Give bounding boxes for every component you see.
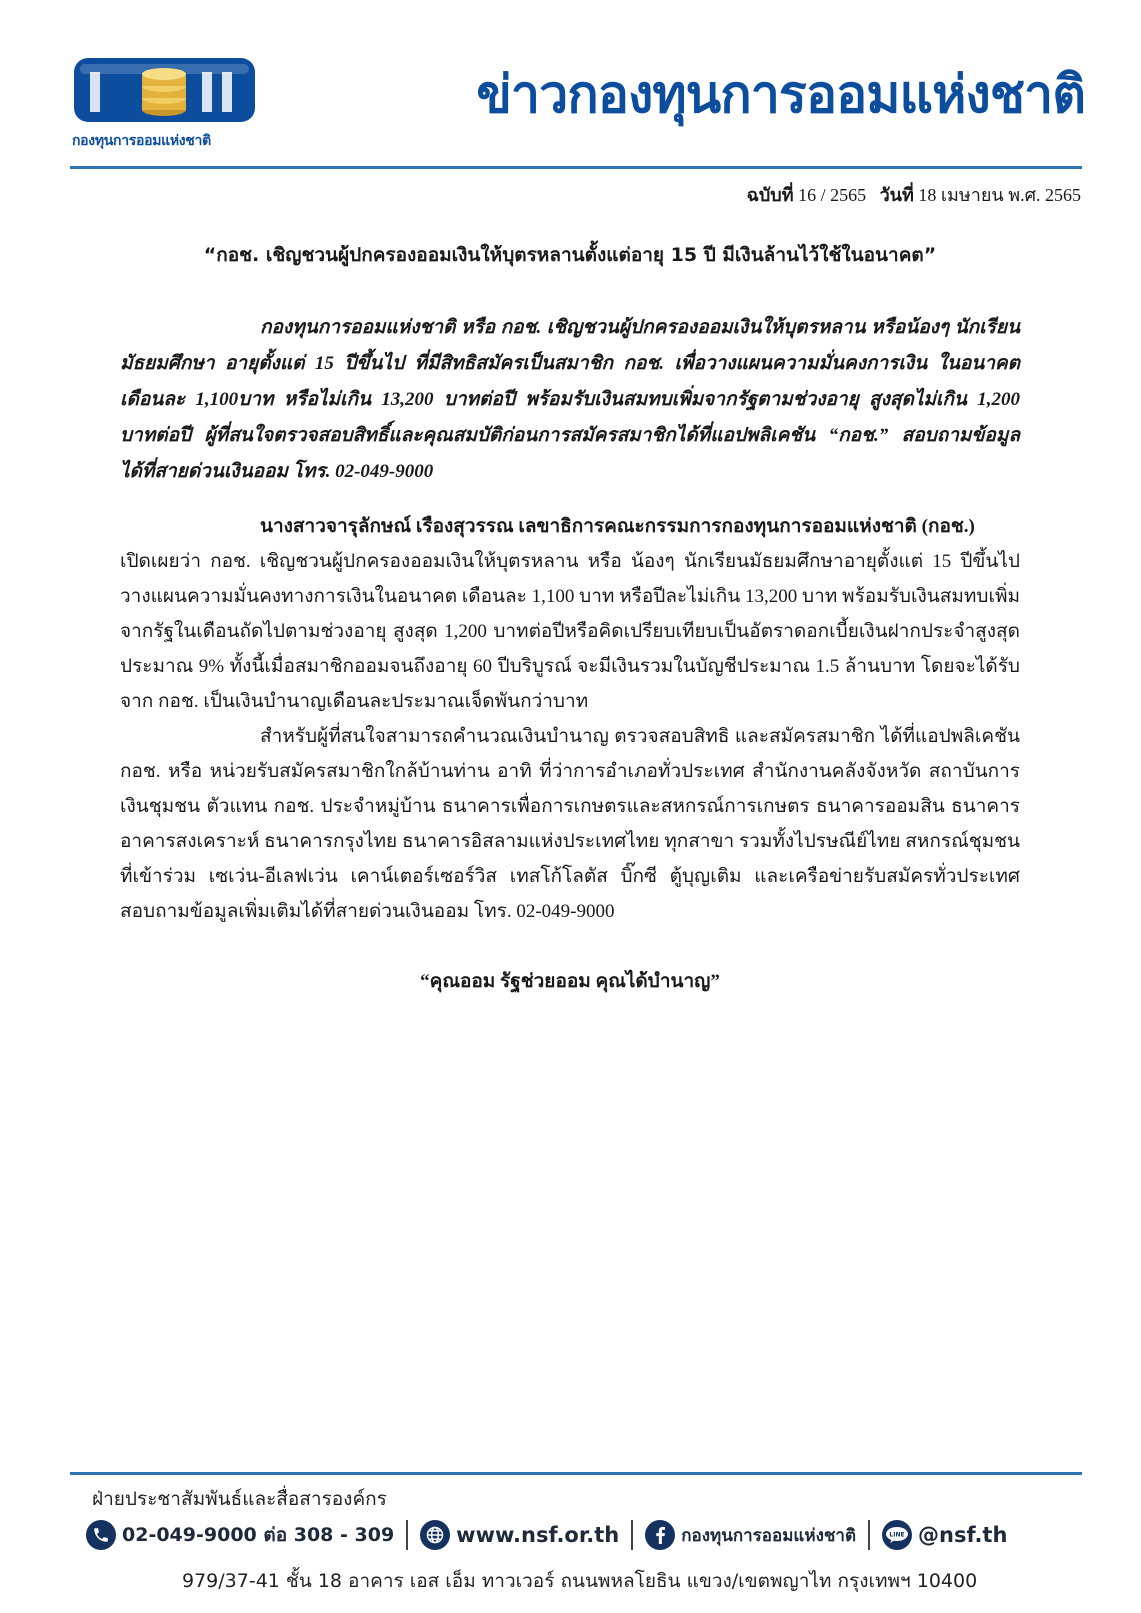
office-address: 979/37-41 ชั้น 18 อาคาร เอส เอ็ม ทาวเวอร์ ถนนพหลโยธิน แขวง/เขตพญาไท กรุงเทพฯ 10400	[182, 1570, 978, 1592]
masthead-title: ข่าวกองทุนการออมแห่งชาติ	[476, 65, 1085, 125]
nsf-logo-mark	[72, 54, 257, 126]
nsf-logo	[72, 54, 257, 154]
coin-stack-icon	[142, 68, 186, 116]
line-badge-text: LINE	[889, 1531, 905, 1539]
globe-icon	[420, 1520, 450, 1550]
date-label: วันที่	[879, 185, 914, 205]
contact-separator	[631, 1520, 633, 1550]
issue-number: 16 / 2565	[798, 185, 867, 205]
issue-date: 18 เมษายน พ.ศ. 2565	[918, 185, 1081, 205]
line-link[interactable]	[882, 1520, 1007, 1550]
facebook-page-name: กองทุนการออมแห่งชาติ	[681, 1525, 857, 1546]
body-paragraph-1: เปิดเผยว่า กอช. เชิญชวนผู้ปกครองออมเงินให้บุตรหลาน หรือ น้องๆ นักเรียนมัธยมศึกษาอายุตั้งแต่ 15 ปีขึ้นไป วางแผนความมั่นคงทางการเงินในอนาคต เดือนละ 1,100 บาท หรือปีละไม่เกิน 13,200 บาท พร้อมรับเงินสมทบเพิ่มจากรัฐในเดือนถัดไปตามช่วงอายุ สูงสุด 1,200 บาทต่อปีหรือคิดเปรียบเทียบเป็นอัตราดอกเบี้ยเงินฝากประจำสูงสุดประมาณ 9% ทั้งนี้เมื่อสมาชิกออมจนถึงอายุ 60 ปีบริบูรณ์ จะมีเงินรวมในบัญชีประมาณ 1.5 ล้านบาท โดยจะได้รับจาก กอช. เป็นเงินบำนาญเดือนละประมาณเจ็ดพันกว่าบาท	[120, 551, 1020, 712]
slogan: “คุณออม รัฐช่วยออม คุณได้บำนาญ”	[420, 971, 720, 992]
phone-icon	[86, 1520, 116, 1550]
facebook-link[interactable]	[645, 1520, 856, 1550]
body-paragraph-2: สำหรับผู้ที่สนใจสามารถคำนวณเงินบำนาญ ตรวจสอบสิทธิ และสมัครสมาชิก ได้ที่แอปพลิเคชัน กอช. หรือ หน่วยรับสมัครสมาชิกใกล้บ้านท่าน อาทิ ที่ว่าการอำเภอทั่วประเทศ สำนักงานคลังจังหวัด สถาบันการเงินชุมชน ตัวแทน กอช. ประจำหมู่บ้าน ธนาคารเพื่อการเกษตรและสหกรณ์การเกษตร ธนาคารออมสิน ธนาคารอาคารสงเคราะห์ ธนาคารกรุงไทย ธนาคารอิสลามแห่งประเทศไทย ทุกสาขา รวมทั้งไปรษณีย์ไทย สหกรณ์ชุมชนที่เข้าร่วม เซเว่น-อีเลฟเว่น เคาน์เตอร์เซอร์วิส เทสโก้โลตัส บิ๊กซี ตู้บุญเติม และเครือข่ายรับสมัครทั่วประเทศ สอบถามข้อมูลเพิ่มเติมได้ที่สายด่วนเงินออม โทร. 02-049-9000	[120, 726, 1020, 922]
line-id: @nsf.th	[918, 1523, 1008, 1547]
issue-line	[747, 180, 1081, 209]
logo-caption: กองทุนการออมแห่งชาติ	[72, 133, 211, 149]
facebook-icon	[645, 1520, 675, 1550]
line-icon	[882, 1520, 912, 1550]
department-name: ฝ่ายประชาสัมพันธ์และสื่อสารองค์กร	[92, 1488, 387, 1510]
contact-separator	[868, 1520, 870, 1550]
footer-divider	[70, 1472, 1082, 1475]
website-url: www.nsf.or.th	[456, 1523, 620, 1547]
lead-paragraph: กองทุนการออมแห่งชาติ หรือ กอช. เชิญชวนผู้ปกครองออมเงินให้บุตรหลาน หรือน้องๆ นักเรียนมัธยมศึกษา อายุตั้งแต่ 15 ปีขึ้นไป ที่มีสิทธิสมัครเป็นสมาชิก กอช. เพื่อวางแผนความมั่นคงการเงิน ในอนาคต เดือนละ 1,100บาท หรือไม่เกิน 13,200 บาทต่อปี พร้อมรับเงินสมทบเพิ่มจากรัฐตามช่วงอายุ สูงสุดไม่เกิน 1,200 บาทต่อปี ผู้ที่สนใจตรวจสอบสิทธิ์และคุณสมบัติก่อนการสมัครสมาชิกได้ที่แอปพลิเคชัน “กอช.” สอบถามข้อมูลได้ที่สายด่วนเงินออม โทร. 02-049-9000	[120, 317, 1020, 482]
speaker-line: นางสาวจารุลักษณ์ เรืองสุวรรณ เลขาธิการคณะกรรมการกองทุนการออมแห่งชาติ (กอช.)	[260, 516, 975, 537]
phone-contact[interactable]	[86, 1520, 394, 1550]
contact-bar	[86, 1515, 1086, 1555]
phone-number: 02-049-9000 ต่อ 308 - 309	[122, 1524, 395, 1546]
website-link[interactable]	[420, 1520, 619, 1550]
header-divider	[70, 166, 1082, 169]
issue-label: ฉบับที่	[746, 185, 794, 205]
article-headline: “กอช. เชิญชวนผู้ปกครองออมเงินให้บุตรหลานตั้งแต่อายุ 15 ปี มีเงินล้านไว้ใช้ในอนาคต”	[203, 244, 937, 266]
contact-separator	[406, 1520, 408, 1550]
article-body	[120, 509, 1020, 929]
